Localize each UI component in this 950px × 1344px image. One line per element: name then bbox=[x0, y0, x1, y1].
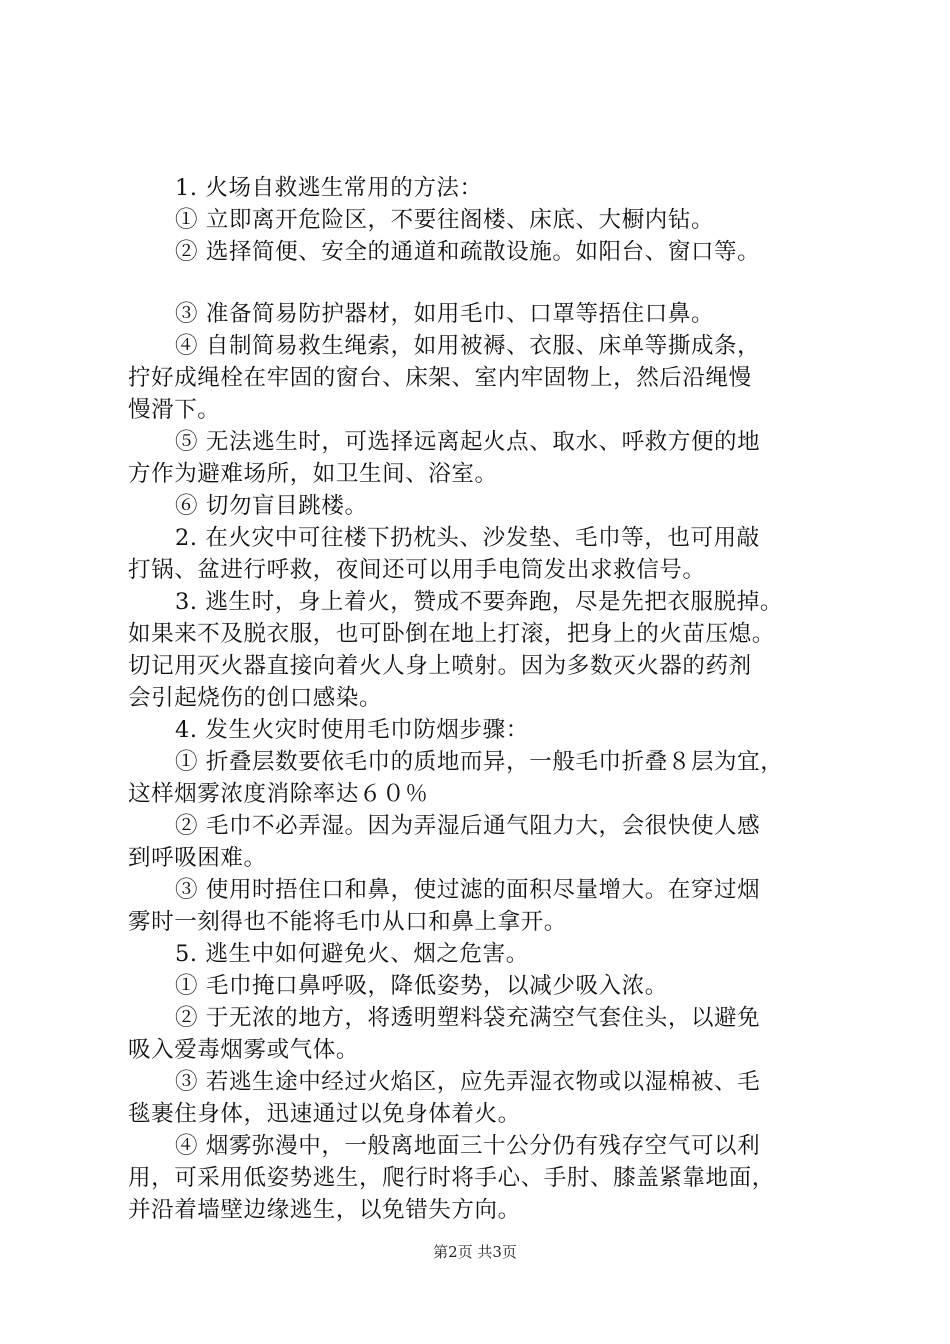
document-body bbox=[128, 172, 840, 1226]
blank-space bbox=[128, 268, 840, 298]
heading-5: 5. 逃生中如何避免火、烟之危害。 bbox=[175, 941, 529, 967]
paragraph-line: 雾时一刻得也不能将毛巾从口和鼻上拿开。 bbox=[128, 909, 567, 935]
heading-4: 4. 发生火灾时使用毛巾防烟步骤： bbox=[175, 717, 529, 743]
paragraph-line: ⑥ 切勿盲目跳楼。 bbox=[175, 493, 368, 519]
heading-1: 1. 火场自救逃生常用的方法： bbox=[175, 175, 483, 201]
paragraph-line: 这样烟雾浓度消除率达６０％ bbox=[128, 781, 429, 807]
paragraph-line: ① 折叠层数要依毛巾的质地而异，一般毛巾折叠８层为宜， bbox=[175, 749, 784, 775]
paragraph-line: 会引起烧伤的创口感染。 bbox=[128, 685, 383, 711]
paragraph-line: ④ 自制简易救生绳索，如用被褥、衣服、床单等撕成条， bbox=[175, 333, 761, 359]
page-footer: 第2页 共3页 bbox=[433, 1243, 517, 1261]
paragraph-line: ① 立即离开危险区，不要往阁楼、床底、大橱内钻。 bbox=[175, 207, 715, 233]
paragraph-line: 到呼吸困难。 bbox=[128, 845, 267, 871]
paragraph-line: ④ 烟雾弥漫中，一般离地面三十公分仍有残存空气可以利 bbox=[175, 1133, 761, 1159]
paragraph-line: 方作为避难场所，如卫生间、浴室。 bbox=[128, 461, 498, 487]
heading-3: 3. 逃生时，身上着火，赞成不要奔跑，尽是先把衣服脱掉。 bbox=[175, 589, 783, 615]
paragraph-line: 拧好成绳栓在牢固的窗台、床架、室内牢固物上，然后沿绳慢 bbox=[128, 365, 752, 391]
paragraph-line: 并沿着墙壁边缘逃生，以免错失方向。 bbox=[128, 1197, 521, 1223]
paragraph-line: 打锅、盆进行呼救，夜间还可以用手电筒发出求救信号。 bbox=[128, 557, 706, 583]
paragraph-line: 如果来不及脱衣服，也可卧倒在地上打滚，把身上的火苗压熄。 bbox=[128, 621, 775, 647]
paragraph-line: ② 毛巾不必弄湿。因为弄湿后通气阻力大，会很快使人感 bbox=[175, 813, 761, 839]
paragraph-line: 切记用灭火器直接向着火人身上喷射。因为多数灭火器的药剂 bbox=[128, 653, 752, 679]
paragraph-line: ③ 使用时捂住口和鼻，使过滤的面积尽量增大。在穿过烟 bbox=[175, 877, 761, 903]
paragraph-line: ⑤ 无法逃生时，可选择远离起火点、取水、呼救方便的地 bbox=[175, 429, 761, 455]
paragraph-line: ② 于无浓的地方，将透明塑料袋充满空气套住头，以避免 bbox=[175, 1005, 761, 1031]
paragraph-line: 吸入爱毒烟雾或气体。 bbox=[128, 1037, 360, 1063]
paragraph-line: ① 毛巾掩口鼻呼吸，降低姿势，以减少吸入浓。 bbox=[175, 973, 668, 999]
paragraph-line: ② 选择简便、安全的通道和疏散设施。如阳台、窗口等。 bbox=[175, 239, 761, 265]
paragraph-line: 慢滑下。 bbox=[128, 397, 221, 423]
paragraph-line: 用，可采用低姿势逃生，爬行时将手心、手肘、膝盖紧靠地面， bbox=[128, 1165, 775, 1191]
paragraph-line: ③ 若逃生途中经过火焰区，应先弄湿衣物或以湿棉被、毛 bbox=[175, 1069, 761, 1095]
paragraph-line: ③ 准备简易防护器材，如用毛巾、口罩等捂住口鼻。 bbox=[175, 301, 715, 327]
heading-2: 2. 在火灾中可往楼下扔枕头、沙发垫、毛巾等，也可用敲 bbox=[175, 525, 760, 551]
paragraph-line: 毯裹住身体，迅速通过以免身体着火。 bbox=[128, 1101, 521, 1127]
